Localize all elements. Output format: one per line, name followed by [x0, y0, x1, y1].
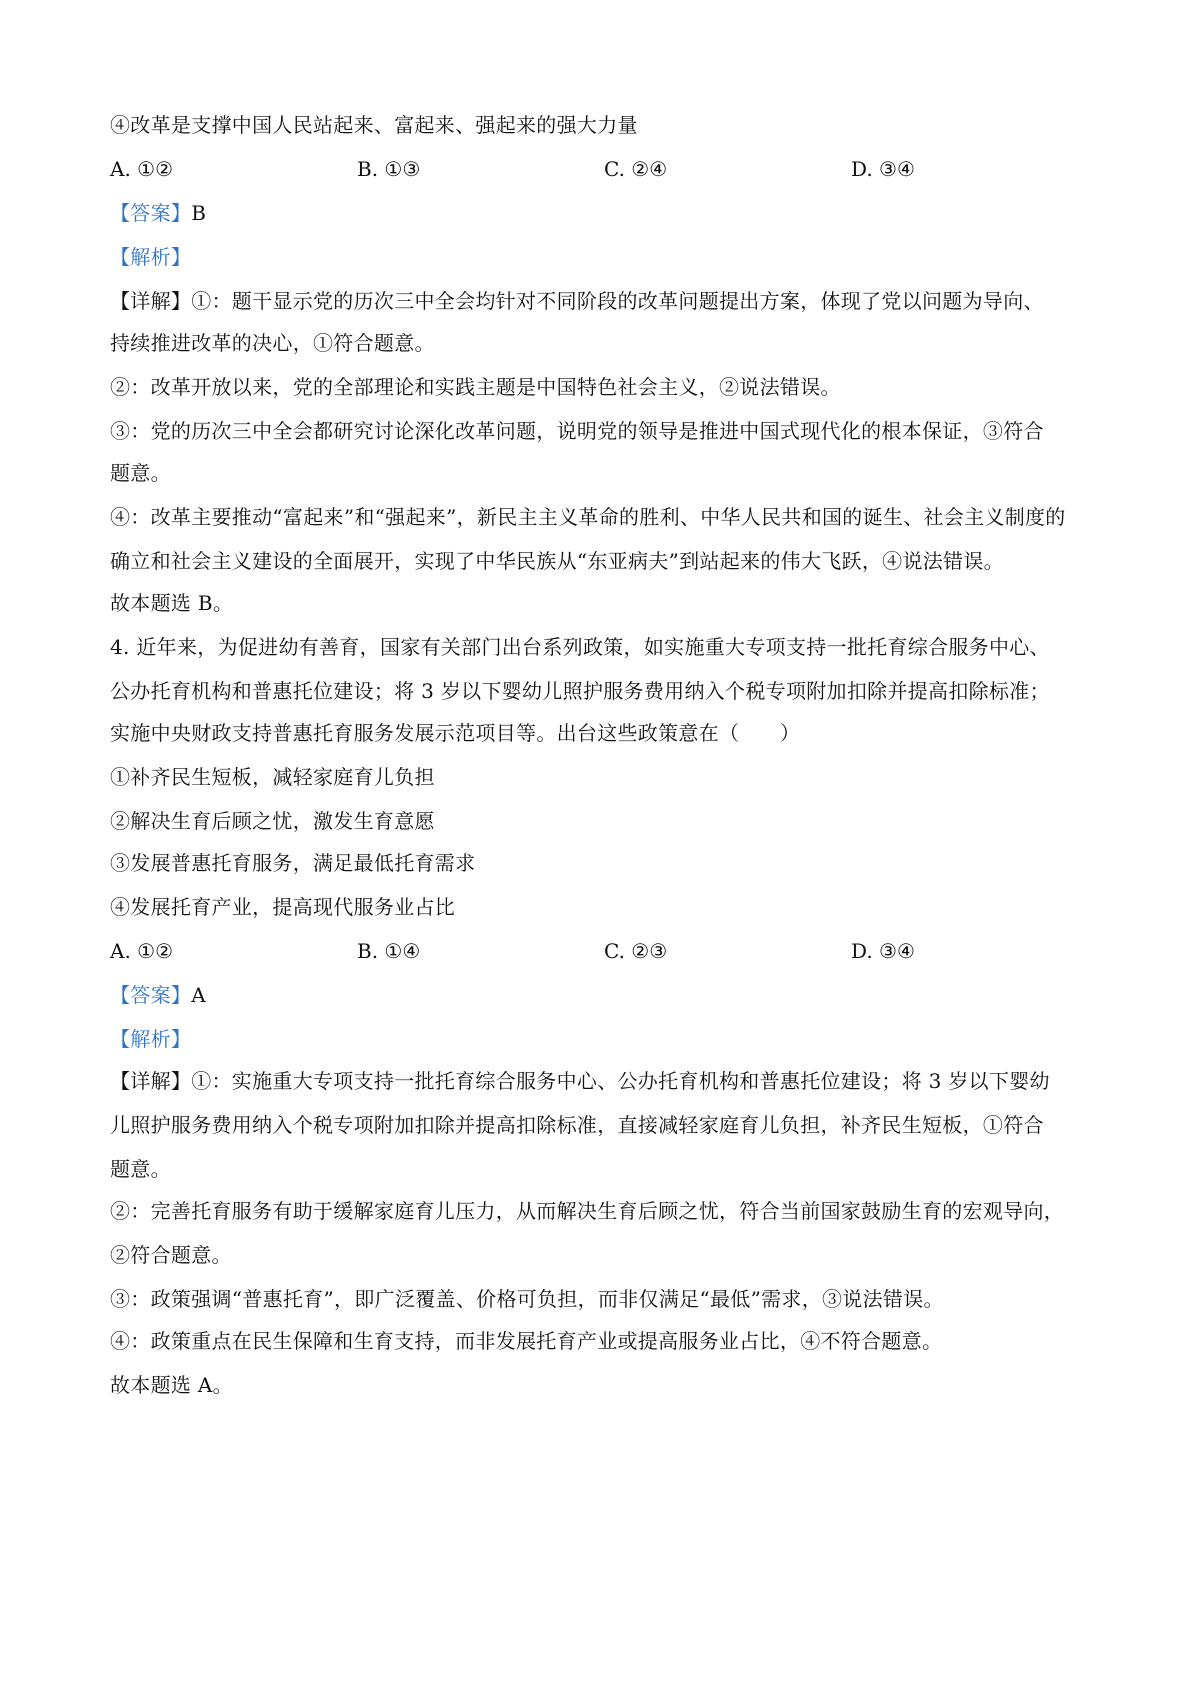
- q3-option-a: A. ①②: [110, 157, 174, 181]
- q4-option-c: C. ②③: [604, 939, 668, 963]
- q3-answer: [110, 199, 1100, 227]
- q4-answer-label: 【答案】: [110, 983, 192, 1007]
- q4-detail-line-4: ②：完善托育服务有助于缓解家庭育儿压力，从而解决生育后顾之忧，符合当前国家鼓励生育的宏观导向，: [110, 1199, 1065, 1223]
- q4-detail-line-1: 【详解】①：实施重大专项支持一批托育综合服务中心、公办托育机构和普惠托位建设；将 3 岁以下婴幼: [110, 1069, 1050, 1093]
- q3-detail-label: 【详解】: [110, 289, 192, 313]
- q4-analysis-label: 【解析】: [110, 1027, 192, 1051]
- q3-detail-line-5: 题意。: [110, 461, 171, 485]
- q3-option-d: D. ③④: [851, 157, 915, 181]
- q3-answer-value: B: [191, 201, 207, 225]
- q3-detail-line-3: ②：改革开放以来，党的全部理论和实践主题是中国特色社会主义，②说法错误。: [110, 375, 841, 399]
- q3-option-b: B. ①③: [357, 157, 421, 181]
- q4-option-a: A. ①②: [110, 939, 174, 963]
- q4-detail-line-5: ②符合题意。: [110, 1243, 232, 1267]
- q4-statement-4: ④发展托育产业，提高现代服务业占比: [110, 895, 456, 919]
- q4-answer-value: A: [191, 983, 206, 1007]
- q3-detail-line-1: 【详解】①：题干显示党的历次三中全会均针对不同阶段的改革问题提出方案，体现了党以问题为导向、: [110, 289, 1044, 313]
- q4-detail-line-2: 儿照护服务费用纳入个税专项附加扣除并提高扣除标准，直接减轻家庭育儿负担，补齐民生短板，①符合: [110, 1113, 1044, 1137]
- q4-detail-line-3: 题意。: [110, 1157, 171, 1181]
- q4-answer: [110, 981, 1100, 1009]
- q4-option-b: B. ①④: [357, 939, 421, 963]
- q4-detail-line-6: ③：政策强调“普惠托育”，即广泛覆盖、价格可负担，而非仅满足“最低”需求，③说法错误。: [110, 1287, 944, 1311]
- q3-option-c: C. ②④: [604, 157, 668, 181]
- q3-answer-label: 【答案】: [110, 201, 192, 225]
- q4-stem-line-2: 公办托育机构和普惠托位建设；将 3 岁以下婴幼儿照护服务费用纳入个税专项附加扣除并提高扣除标准；: [110, 679, 1050, 703]
- q4-statement-2: ②解决生育后顾之忧，激发生育意愿: [110, 809, 435, 833]
- q4-stem-line-1: 4. 近年来，为促进幼有善育，国家有关部门出台系列政策，如实施重大专项支持一批托育综合服务中心、: [110, 635, 1050, 659]
- q4-option-d: D. ③④: [851, 939, 915, 963]
- q3-detail-line-6: ④：改革主要推动“富起来”和“强起来”，新民主主义革命的胜利、中华人民共和国的诞生、社会主义制度的: [110, 505, 1066, 529]
- q4-conclusion: 故本题选 A。: [110, 1373, 233, 1397]
- q4-options: [110, 937, 1100, 965]
- q3-detail-line-2: 持续推进改革的决心，①符合题意。: [110, 331, 435, 355]
- q3-conclusion: 故本题选 B。: [110, 591, 234, 615]
- q3-options: [110, 155, 1100, 183]
- q4-detail-label: 【详解】: [110, 1069, 192, 1093]
- q4-statement-1: ①补齐民生短板，减轻家庭育儿负担: [110, 765, 435, 789]
- q4-detail-line-7: ④：政策重点在民生保障和生育支持，而非发展托育产业或提高服务业占比，④不符合题意。: [110, 1329, 943, 1353]
- q4-statement-3: ③发展普惠托育服务，满足最低托育需求: [110, 851, 476, 875]
- q4-stem-line-3: 实施中央财政支持普惠托育服务发展示范项目等。出台这些政策意在（ ）: [110, 721, 801, 745]
- q3-statement-4: ④改革是支撑中国人民站起来、富起来、强起来的强大力量: [110, 113, 638, 137]
- q3-detail-line-4: ③：党的历次三中全会都研究讨论深化改革问题，说明党的领导是推进中国式现代化的根本保证，③符合: [110, 419, 1044, 443]
- q3-detail-line-7: 确立和社会主义建设的全面展开，实现了中华民族从“东亚病夫”到站起来的伟大飞跃，④说法错误。: [110, 549, 1004, 573]
- q3-analysis-label: 【解析】: [110, 245, 192, 269]
